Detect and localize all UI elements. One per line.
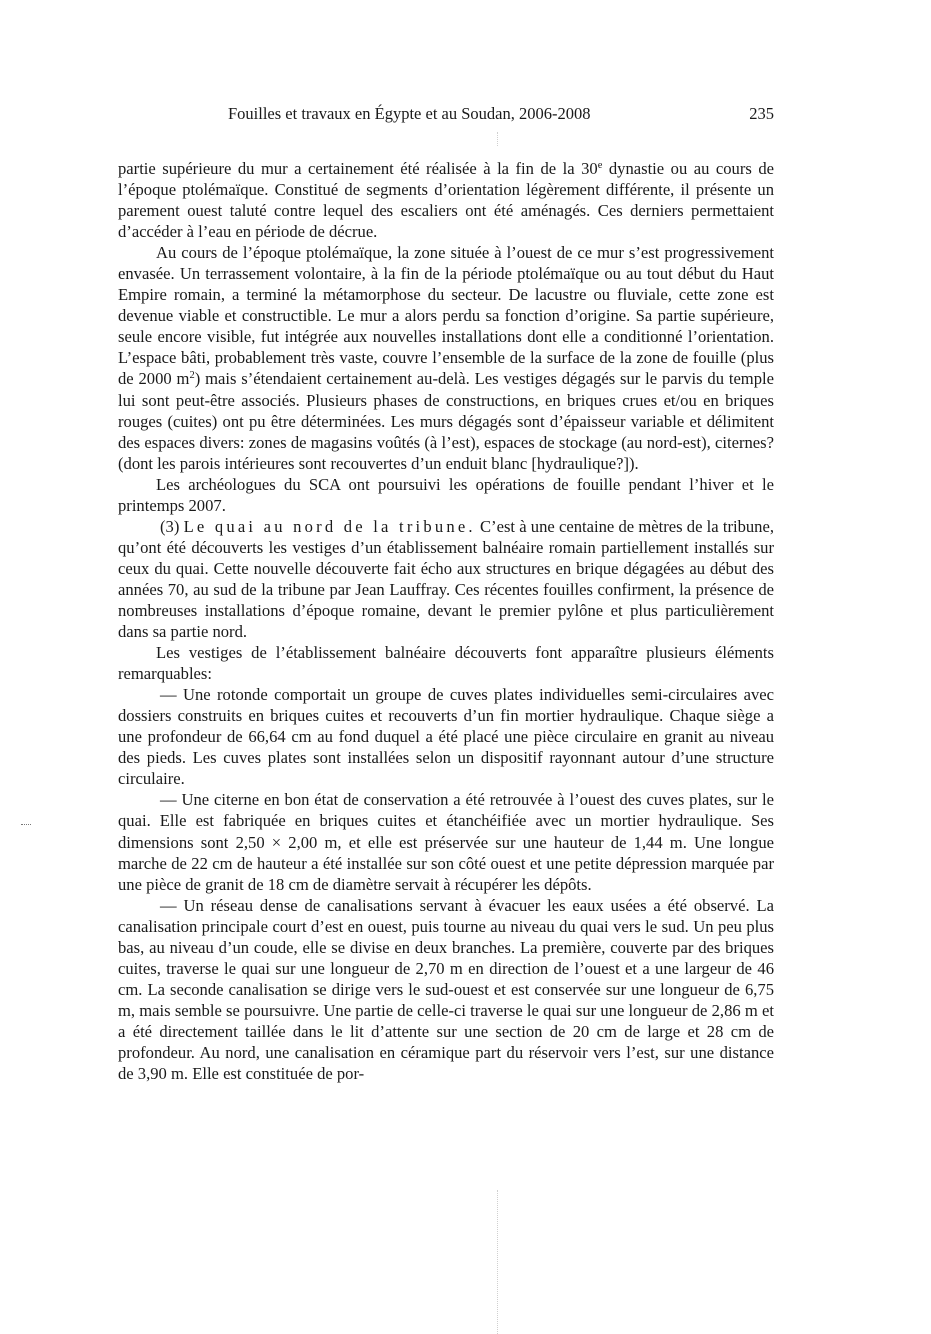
paragraph-text: — Une citerne en bon état de conservation a été retrouvée à l’ouest des cuves plates, sur le quai. Elle est fabriquée en briques cuites et étanchéifiée avec un mortier hydraulique. Ses dimensions sont 2,50 × 2,00 m, et elle est préservée sur une hauteur de 1,44 m. Une longue marche de 22 cm de hauteur a été installée sur son côté ouest et une petite dépression marquée par une pièce de granit de 18 cm de diamètre servait à récupérer les dépôts. [118, 790, 774, 894]
paragraph-text: Au cours de l’époque ptolémaïque, la zone située à l’ouest de ce mur s’est progressivement envasée. Un terrassement volontaire, à la fin de la période ptolémaïque ou au tout début du Haut Empire romain, a terminé la métamorphose du secteur. De lacustre ou fluviale, cette zone est devenue viable et constructible. Le mur a alors perdu sa fonction d’origine. Sa partie supérieure, seule encore visible, fut intégrée aux nouvelles installations dont elle a conditionné l’orientation. L’espace bâti, probablement très vaste, couvre l’ensemble de la surface de la zone de fouille (plus de 2000 m [118, 243, 774, 389]
paragraph-text: C’est à une centaine de mètres de la tribune, qu’ont été découverts les vestiges d’un établissement balnéaire romain partiellement installés sur ceux du quai. Cette nouvelle découverte fait écho aux structures en brique dégagées au début des années 70, au sud de la tribune par Jean Lauffray. Ces récentes fouilles confirment, la présence de nombreuses installations d’époque romaine, devant le premier pylône et plus particulièrement dans sa partie nord. [118, 516, 774, 642]
superscript: e [597, 160, 603, 171]
running-title: Fouilles et travaux en Égypte et au Soudan, 2006-2008 [228, 104, 591, 123]
running-header [118, 104, 774, 128]
paragraph [118, 642, 774, 684]
section-number: (3) [160, 516, 184, 536]
gutter-line [497, 132, 498, 146]
paragraph-text: — Une rotonde comportait un groupe de cuves plates individuelles semi-circulaires avec dossiers construits en briques cuites et recouverts d’un fin mortier hydraulique. Chaque siège a une profondeur de 66,64 cm au fond duquel a été placé une pièce circulaire en granit au niveau des pieds. Les cuves plates sont installées selon un dispositif rayonnant autour d’une structure circulaire. [118, 685, 774, 789]
list-item [118, 789, 774, 894]
section-heading: Le quai au nord de la tribune. [183, 516, 476, 536]
page-number: 235 [749, 104, 774, 123]
section-paragraph [118, 516, 774, 642]
paragraph [118, 474, 774, 516]
list-item [118, 684, 774, 789]
gutter-line [497, 1190, 498, 1334]
paragraph-text: — Un réseau dense de canalisations servant à évacuer les eaux usées a été observé. La canalisation principale court d’est en ouest, puis tourne au niveau du quai vers le sud. Un peu plus bas, au niveau d’un coude, elle se divise en deux branches. La première, couverte par des briques cuites, traverse le quai sur une longueur de 2,70 m en direction de l’ouest et a une largeur de 46 cm. La seconde canalisation se dirige vers le sud-ouest et est conservée sur une longueur de 6,75 m, mais semble se poursuivre. Une partie de celle-ci traverse le quai sur une longueur de 2,86 m et a été directement taillée dans le lit d’attente sur une section de 20 cm de large et 28 cm de profondeur. Au nord, une canalisation en céramique part du réservoir vers l’est, sur une distance de 3,90 m. Elle est constituée de por- [118, 895, 774, 1084]
paragraph-text: Les vestiges de l’établissement balnéaire découverts font apparaître plusieurs éléments remarquables: [118, 643, 774, 684]
paragraph-text: partie supérieure du mur a certainement été réalisée à la fin de la 30 [118, 159, 598, 178]
list-item [118, 895, 774, 1084]
paragraph-text: ) mais s’étendaient certainement au-delà. Les vestiges dégagés sur le parvis du temple lui sont peut-être associés. Plusieurs phases de constructions, en briques crues et/ou en briques rouges (cuites) ont pu être déterminées. Les murs dégagés sont d’épaisseur variable et délimitent des espaces divers: zones de magasins voûtés (à l’est), espaces de stockage (au nord-est), citernes? (dont les parois intérieures sont recouvertes d’un enduit blanc [hydraulique?]). [118, 369, 774, 473]
paragraph [118, 158, 774, 242]
paragraph [118, 242, 774, 474]
superscript: 2 [189, 370, 195, 382]
body-text [118, 158, 774, 1084]
margin-mark [21, 824, 31, 827]
paragraph-text: dynastie ou au cours de l’époque ptolémaïque. Constitué de segments d’orientation légèrement différente, il présente un parement ouest taluté contre lequel des escaliers ont été aménagés. Ces derniers permettaient d’accéder à l’eau en période de décrue. [118, 159, 774, 242]
paragraph-text: Les archéologues du SCA ont poursuivi les opérations de fouille pendant l’hiver et le printemps 2007. [118, 474, 774, 515]
